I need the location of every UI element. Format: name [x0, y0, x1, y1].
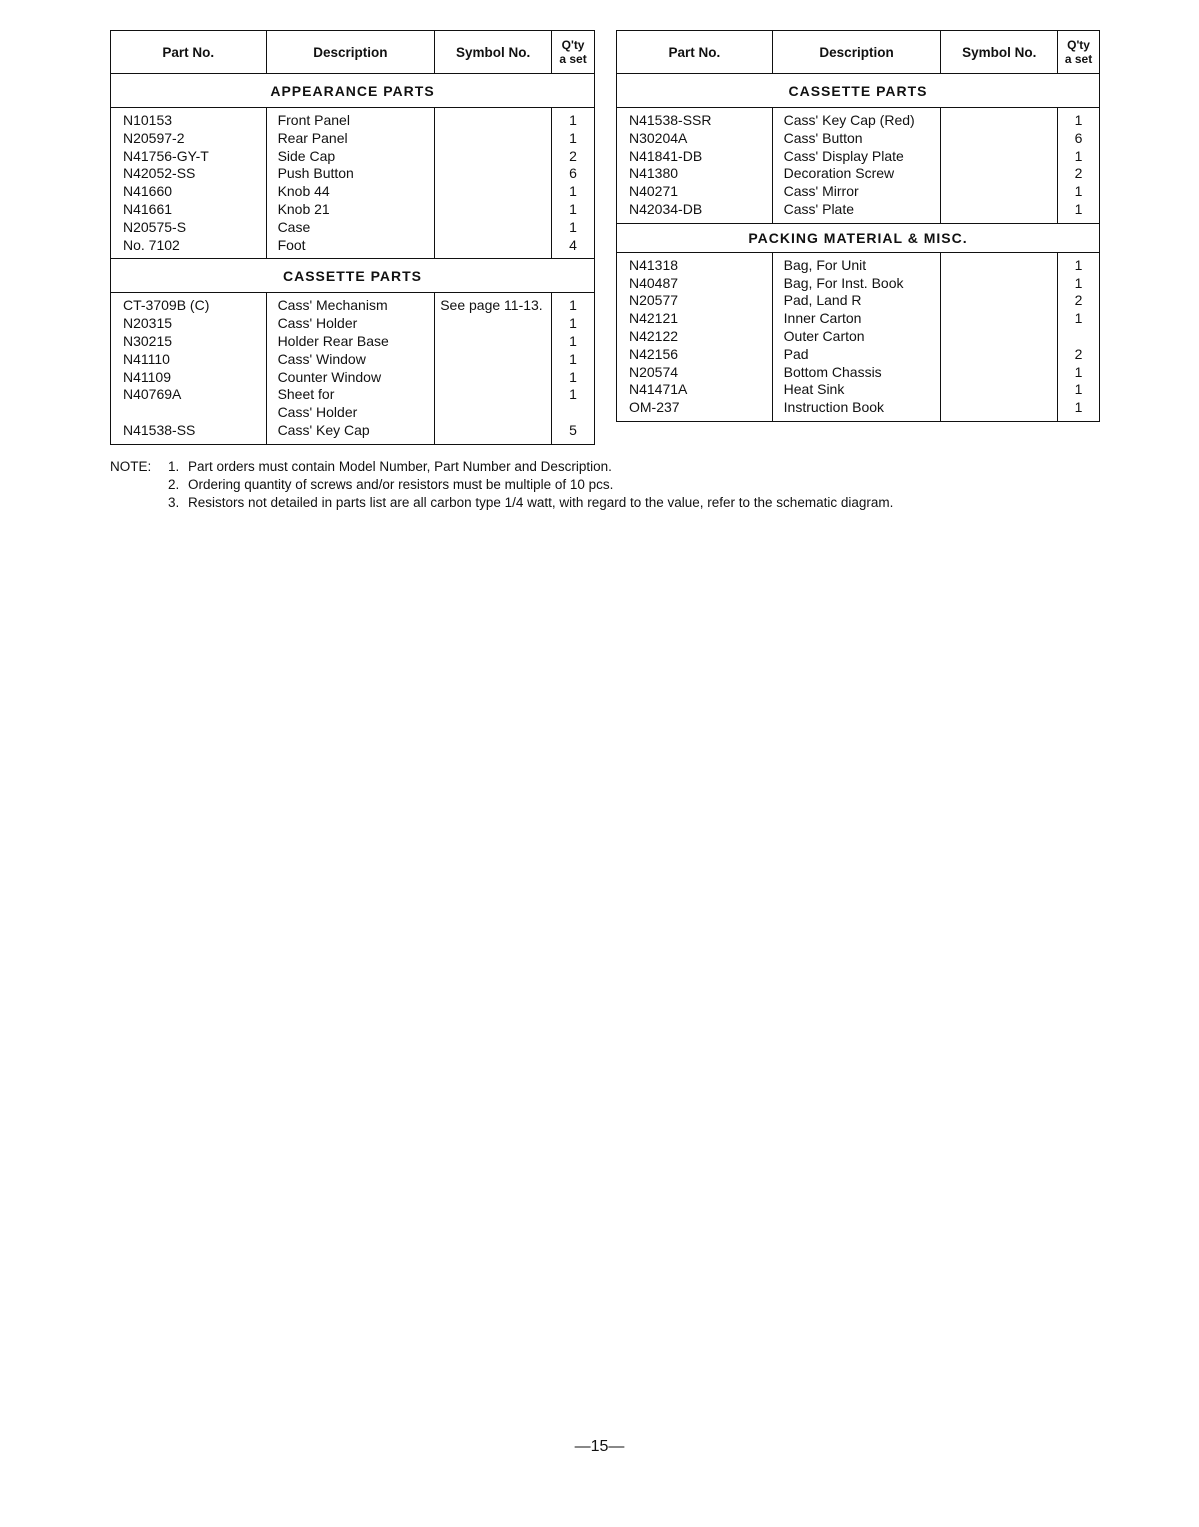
- symbol-no-column: [941, 108, 1058, 224]
- symbol-no: [440, 386, 551, 404]
- qty: 1: [1074, 399, 1083, 416]
- qty: 1: [1074, 274, 1083, 291]
- symbol-no: [440, 148, 551, 166]
- symbol-no: [946, 165, 1057, 183]
- description: Cass' Mechanism: [277, 297, 388, 314]
- qty: 1: [569, 297, 577, 314]
- symbol-no: [946, 310, 1057, 328]
- part-no: N41841-DB: [629, 147, 703, 164]
- section-title-row: [617, 223, 1100, 252]
- symbol-no: [946, 201, 1057, 219]
- part-no: N20597-2: [123, 129, 185, 146]
- section-body: [111, 293, 595, 444]
- description: Heat Sink: [783, 381, 845, 398]
- qty: 5: [569, 421, 577, 438]
- qty-header-line1: Q'ty: [1067, 38, 1090, 52]
- part-no: N42122: [629, 327, 679, 344]
- part-no: N41661: [123, 200, 173, 217]
- qty-header: [552, 31, 595, 74]
- description: Holder Rear Base: [277, 332, 389, 349]
- description: Cass' Window: [277, 350, 366, 367]
- qty-column: [1058, 252, 1100, 421]
- symbol-no: [946, 112, 1057, 130]
- note-row: [110, 494, 893, 512]
- symbol-no: See page 11-13.: [440, 297, 543, 314]
- symbol-no: [946, 328, 1057, 346]
- notes-block: [110, 458, 893, 512]
- qty: 1: [569, 112, 577, 128]
- description: Inner Carton: [783, 310, 862, 327]
- qty-header-line2: a set: [559, 52, 587, 66]
- note-number: 1.: [168, 459, 180, 474]
- part-no: N41471A: [629, 381, 688, 398]
- parts-table-right: [616, 30, 1100, 422]
- part-no: N41660: [123, 183, 173, 200]
- description: Bottom Chassis: [783, 363, 882, 380]
- part-no: [123, 404, 266, 422]
- note-text: Resistors not detailed in parts list are all carbon type 1/4 watt, with regard to the value, refer to the schematic diagram.: [188, 495, 894, 510]
- symbol-no: [946, 399, 1057, 417]
- description-header: Description: [772, 31, 941, 74]
- header-row: [617, 31, 1100, 74]
- symbol-no: [440, 369, 551, 387]
- description: Instruction Book: [783, 399, 885, 416]
- description: Cass' Key Cap: [277, 421, 370, 438]
- part-no: N42052-SS: [123, 165, 196, 182]
- description: Cass' Display Plate: [783, 147, 904, 164]
- part-no: N30215: [123, 332, 173, 349]
- part-no-column: [617, 108, 773, 224]
- description: Knob 21: [277, 200, 330, 217]
- qty: 6: [569, 165, 577, 182]
- part-no: N41538-SS: [123, 421, 196, 438]
- note-text: Part orders must contain Model Number, Part Number and Description.: [188, 459, 612, 474]
- part-no: N42156: [629, 345, 679, 362]
- description-column: [772, 108, 941, 224]
- part-no-column: [617, 252, 773, 421]
- description: Outer Carton: [783, 327, 865, 344]
- qty-header-line1: Q'ty: [561, 38, 585, 52]
- symbol-no: [440, 130, 551, 148]
- part-no: CT-3709B (C): [123, 297, 210, 314]
- part-no-header: Part No.: [617, 31, 773, 74]
- qty-column: [552, 293, 595, 444]
- part-no-column: [111, 108, 267, 259]
- description: Sheet for: [277, 386, 335, 403]
- section-title-row: [111, 74, 595, 108]
- qty: 1: [1074, 200, 1083, 217]
- description: Bag, For Inst. Book: [783, 274, 904, 291]
- qty-header: [1058, 31, 1100, 74]
- description: Case: [277, 218, 311, 235]
- symbol-no: [946, 257, 1057, 275]
- section-title: APPEARANCE PARTS: [111, 74, 595, 108]
- description: Push Button: [277, 165, 354, 182]
- description-column: [772, 252, 941, 421]
- section-title: CASSETTE PARTS: [617, 74, 1100, 108]
- qty: 2: [1074, 165, 1083, 182]
- header-row: [111, 31, 595, 74]
- qty: 1: [569, 129, 577, 146]
- page-number: —15—: [574, 1438, 625, 1455]
- section-body: [617, 252, 1100, 421]
- part-no: N41110: [123, 350, 170, 367]
- section-body: [617, 108, 1100, 224]
- qty: [552, 404, 594, 422]
- part-no: N20574: [629, 363, 679, 380]
- note-number: 2.: [168, 477, 180, 492]
- part-no: N20577: [629, 292, 679, 309]
- description: Pad: [783, 345, 809, 362]
- note-row: [110, 458, 893, 476]
- description-column: [266, 293, 435, 444]
- part-no-column: [111, 293, 267, 444]
- part-no: OM-237: [629, 399, 680, 416]
- qty-header-line2: a set: [1064, 52, 1093, 66]
- qty: 1: [569, 368, 577, 385]
- qty: 1: [1074, 381, 1083, 398]
- description: Rear Panel: [277, 129, 348, 146]
- description: Cass' Plate: [783, 200, 855, 217]
- description: Bag, For Unit: [783, 256, 867, 273]
- symbol-no: [946, 275, 1057, 293]
- description: Cass' Holder: [277, 404, 358, 421]
- description: Cass' Holder: [277, 315, 358, 332]
- symbol-no: [946, 346, 1057, 364]
- qty: 1: [569, 386, 577, 403]
- description: Knob 44: [277, 183, 330, 200]
- qty: 1: [1074, 256, 1083, 273]
- part-no: N20315: [123, 315, 173, 332]
- symbol-no: [440, 422, 551, 440]
- symbol-no: [440, 404, 551, 422]
- qty: 1: [569, 200, 577, 217]
- qty-column: [1058, 108, 1100, 224]
- symbol-no: [946, 364, 1057, 382]
- symbol-no: [440, 165, 551, 183]
- part-no: N41109: [123, 368, 172, 385]
- part-no: N30204A: [629, 129, 688, 146]
- description: Cass' Button: [783, 129, 863, 146]
- description: Foot: [277, 236, 306, 253]
- qty: [1058, 328, 1099, 346]
- description: Pad, Land R: [783, 292, 862, 309]
- section-title: CASSETTE PARTS: [111, 259, 595, 293]
- qty: 1: [569, 332, 577, 349]
- part-no: N20575-S: [123, 218, 187, 235]
- description-header: Description: [266, 31, 435, 74]
- symbol-no: [946, 381, 1057, 399]
- symbol-no: [440, 201, 551, 219]
- part-no: N40769A: [123, 386, 182, 403]
- symbol-no: [440, 351, 551, 369]
- description: Front Panel: [277, 112, 350, 128]
- part-no: N10153: [123, 112, 173, 128]
- description: Side Cap: [277, 147, 336, 164]
- parts-table-left: [110, 30, 595, 445]
- symbol-no-header: Symbol No.: [435, 31, 552, 74]
- symbol-no-header: Symbol No.: [941, 31, 1058, 74]
- section-title: PACKING MATERIAL & MISC.: [617, 223, 1100, 252]
- qty: 1: [569, 218, 577, 235]
- part-no: N40487: [629, 274, 679, 291]
- qty: 1: [1074, 310, 1083, 327]
- qty: 1: [1074, 363, 1083, 380]
- symbol-no-column: [941, 252, 1058, 421]
- part-no: No. 7102: [123, 236, 180, 253]
- qty: 1: [1074, 112, 1083, 128]
- symbol-no: [946, 148, 1057, 166]
- part-no: N42034-DB: [629, 200, 703, 217]
- description: Counter Window: [277, 368, 382, 385]
- part-no: N41756-GY-T: [123, 147, 209, 164]
- qty: 2: [1074, 292, 1083, 309]
- qty: 1: [569, 350, 577, 367]
- symbol-no: [946, 130, 1057, 148]
- description: Cass' Key Cap (Red): [783, 112, 915, 128]
- part-no: N41318: [629, 256, 679, 273]
- qty: 2: [1074, 345, 1083, 362]
- note-text: Ordering quantity of screws and/or resistors must be multiple of 10 pcs.: [188, 477, 614, 492]
- symbol-no: [946, 292, 1057, 310]
- description: Decoration Screw: [783, 165, 895, 182]
- section-body: [111, 108, 595, 259]
- part-no-header: Part No.: [111, 31, 267, 74]
- part-no: N41538-SSR: [629, 112, 712, 128]
- qty-column: [552, 108, 595, 259]
- part-no: N42121: [629, 310, 679, 327]
- qty: 1: [1074, 147, 1083, 164]
- qty: 4: [569, 236, 577, 253]
- symbol-no: [440, 219, 551, 237]
- symbol-no: [946, 183, 1057, 201]
- qty: 6: [1074, 129, 1083, 146]
- part-no: N41380: [629, 165, 679, 182]
- qty: 1: [569, 183, 577, 200]
- symbol-no: [440, 315, 551, 333]
- symbol-no: [440, 183, 551, 201]
- section-title-row: [111, 259, 595, 293]
- symbol-no: [440, 112, 551, 130]
- symbol-no-column: [435, 293, 552, 444]
- note-row: [110, 476, 893, 494]
- symbol-no: [440, 237, 551, 255]
- note-label: NOTE:: [110, 459, 152, 474]
- description-column: [266, 108, 435, 259]
- symbol-no-column: [435, 108, 552, 259]
- section-title-row: [617, 74, 1100, 108]
- symbol-no: [440, 333, 551, 351]
- qty: 1: [569, 315, 577, 332]
- part-no: N40271: [629, 183, 679, 200]
- qty: 2: [569, 147, 577, 164]
- description: Cass' Mirror: [783, 183, 859, 200]
- qty: 1: [1074, 183, 1083, 200]
- note-number: 3.: [168, 495, 180, 510]
